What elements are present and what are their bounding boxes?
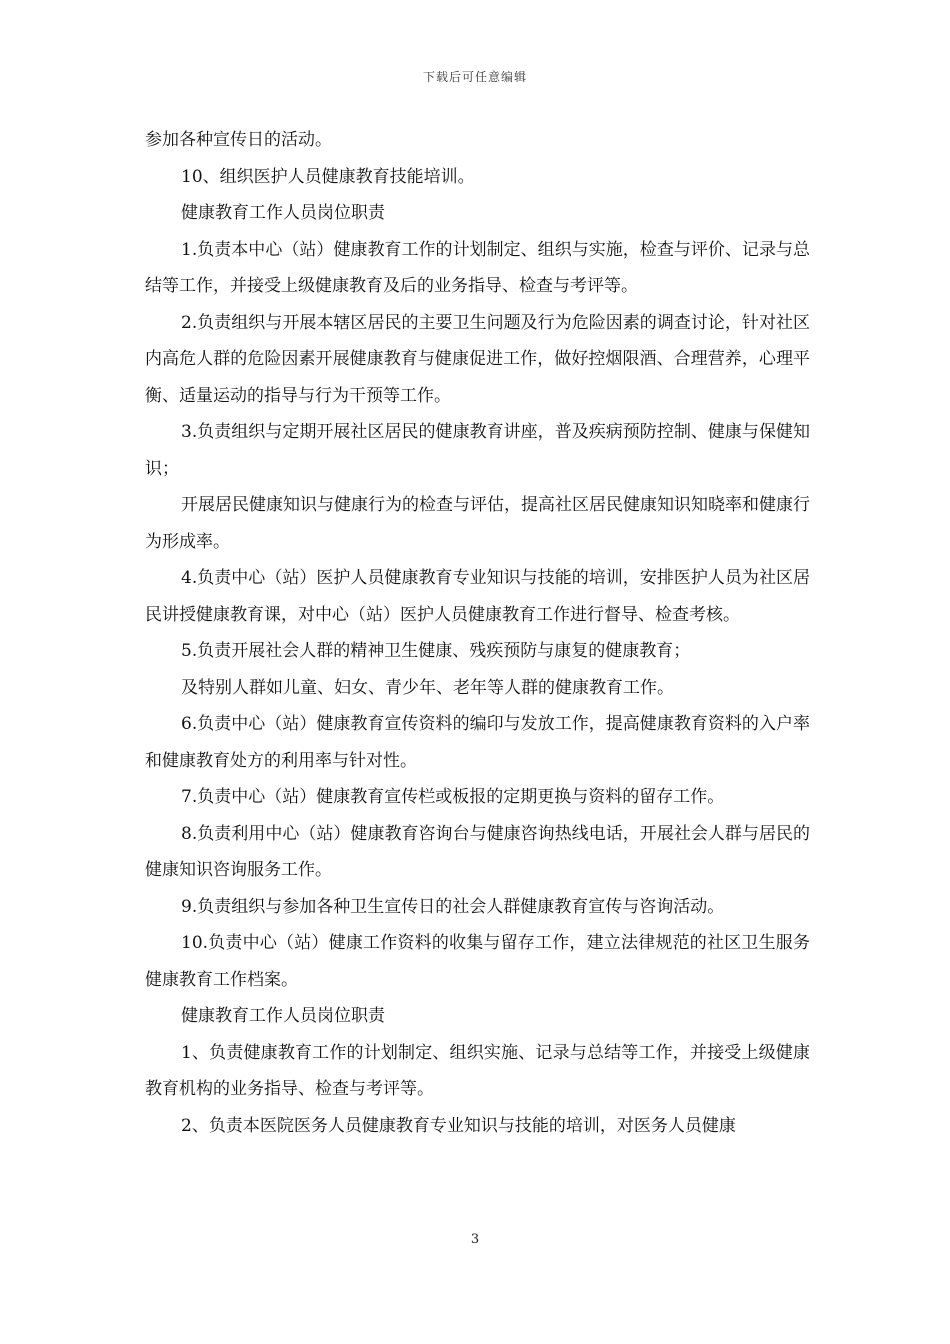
paragraph: 2.负责组织与开展本辖区居民的主要卫生问题及行为危险因素的调查讨论，针对社区内高危人群的危险因素开展健康教育与健康促进工作，做好控烟限酒、合理营养，心理平衡、适量运动的指导与行为干预等工作。	[145, 312, 810, 406]
paragraph: 1、负责健康教育工作的计划制定、组织实施、记录与总结等工作，并接受上级健康教育机构的业务指导、检查与考评等。	[145, 1042, 810, 1099]
paragraph: 10.负责中心（站）健康工作资料的收集与留存工作，建立法律规范的社区卫生服务健康教育工作档案。	[145, 933, 810, 990]
paragraph: 6.负责中心（站）健康教育宣传资料的编印与发放工作，提高健康教育资料的入户率和健康教育处方的利用率与针对性。	[145, 714, 810, 771]
document-body	[145, 122, 810, 1144]
paragraph: 5.负责开展社会人群的精神卫生健康、残疾预防与康复的健康教育；	[181, 641, 691, 661]
paragraph: 参加各种宣传日的活动。	[145, 130, 332, 150]
paragraph: 4.负责中心（站）医护人员健康教育专业知识与技能的培训，安排医护人员为社区居民讲授健康教育课，对中心（站）医护人员健康教育工作进行督导、检查考核。	[145, 568, 810, 625]
paragraph: 2、负责本医院医务人员健康教育专业知识与技能的培训，对医务人员健康	[181, 1115, 736, 1136]
paragraph: 9.负责组织与参加各种卫生宣传日的社会人群健康教育宣传与咨询活动。	[181, 896, 725, 917]
paragraph: 及特别人群如儿童、妇女、青少年、老年等人群的健康教育工作。	[181, 677, 674, 698]
page-header-note: 下载后可任意编辑	[422, 70, 527, 84]
paragraph: 8.负责利用中心（站）健康教育咨询台与健康咨询热线电话，开展社会人群与居民的健康知识咨询服务工作。	[145, 823, 810, 880]
paragraph: 开展居民健康知识与健康行为的检查与评估，提高社区居民健康知识知晓率和健康行为形成率。	[145, 495, 810, 552]
paragraph: 3.负责组织与定期开展社区居民的健康教育讲座，普及疾病预防控制、健康与保健知识；	[145, 422, 810, 479]
paragraph: 1.负责本中心（站）健康教育工作的计划制定、组织与实施，检查与评价、记录与总结等工作，并接受上级健康教育及后的业务指导、检查与考评等。	[145, 239, 810, 296]
section-heading: 健康教育工作人员岗位职责	[181, 203, 385, 223]
page-number: 3	[470, 1232, 480, 1247]
paragraph: 10、组织医护人员健康教育技能培训。	[181, 166, 475, 187]
section-heading: 健康教育工作人员岗位职责	[181, 1006, 385, 1026]
paragraph: 7.负责中心（站）健康教育宣传栏或板报的定期更换与资料的留存工作。	[181, 787, 725, 807]
